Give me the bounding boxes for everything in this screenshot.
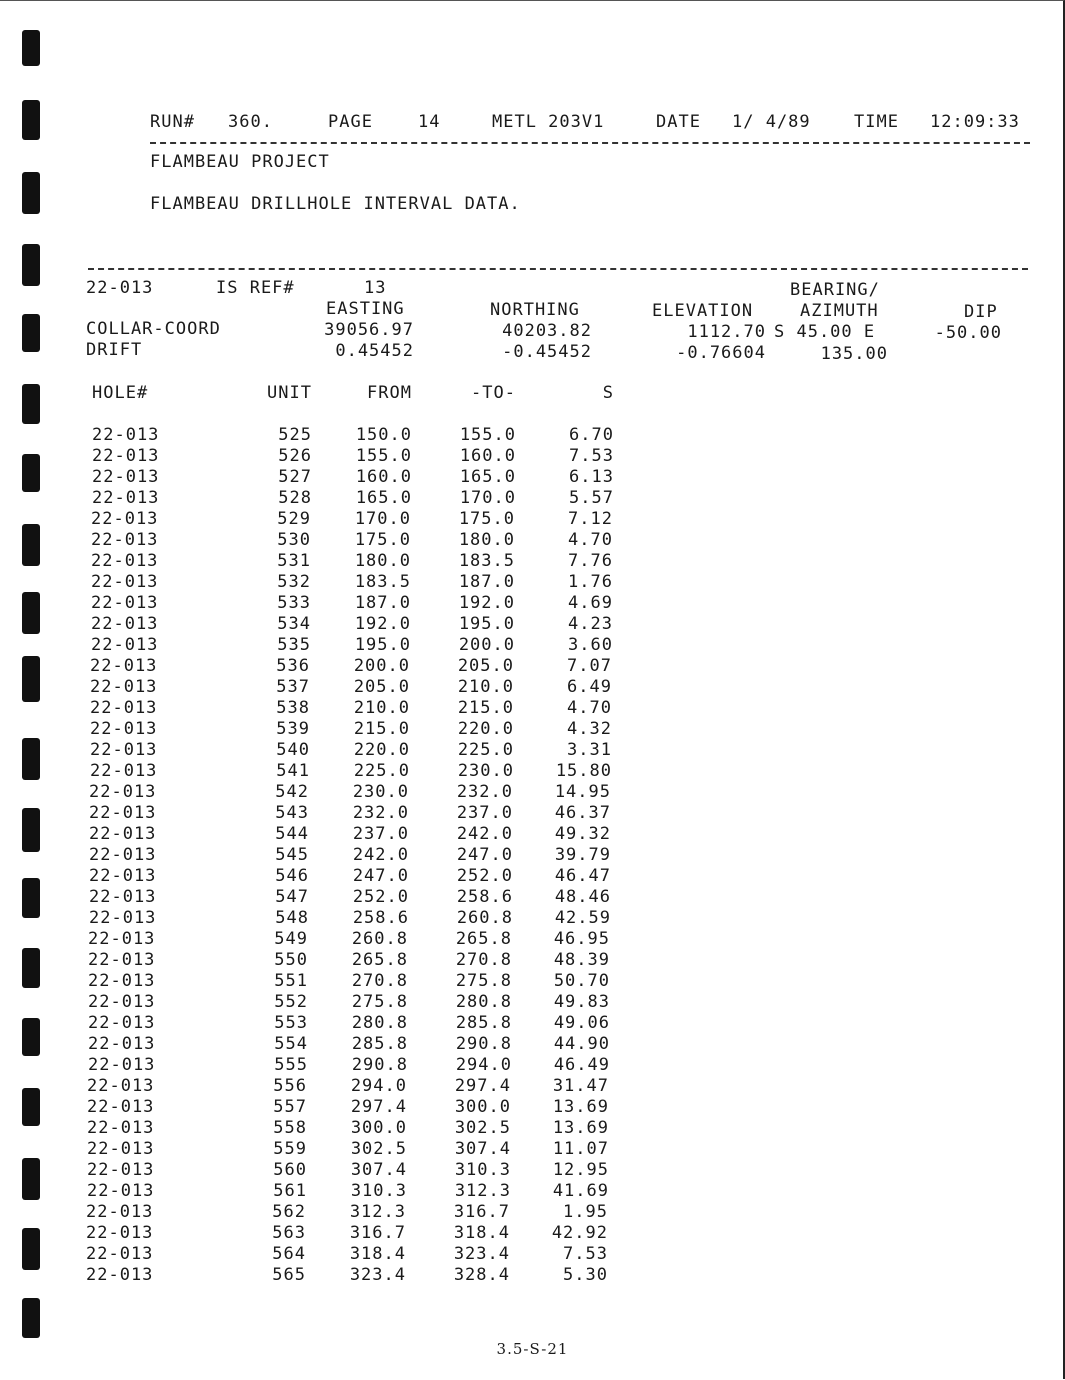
cell-to: 307.4 [454, 1139, 511, 1159]
table-header-row [0, 383, 700, 404]
cell-to: 280.8 [455, 992, 512, 1012]
cell-s: 1.95 [563, 1202, 608, 1222]
cell-from: 150.0 [355, 425, 412, 445]
cell-from: 242.0 [352, 845, 409, 865]
cell-hole: 22-013 [89, 782, 157, 802]
cell-from: 302.5 [350, 1139, 407, 1159]
cell-hole: 22-013 [92, 467, 160, 487]
cell-unit: 531 [277, 551, 311, 571]
table-row [0, 551, 699, 572]
cell-from: 180.0 [354, 551, 411, 571]
cell-to: 290.8 [455, 1034, 512, 1054]
cell-from: 312.3 [349, 1202, 406, 1222]
table-row [0, 782, 697, 803]
cell-hole: 22-013 [90, 740, 158, 760]
table-row [0, 1013, 696, 1034]
drift-label: DRIFT [86, 340, 143, 360]
date-label: DATE [656, 112, 701, 132]
binder-hole [22, 244, 40, 286]
cell-to: 165.0 [459, 467, 516, 487]
cell-to: 297.4 [454, 1076, 511, 1096]
cell-from: 210.0 [353, 698, 410, 718]
cell-to: 175.0 [458, 509, 515, 529]
cell-s: 7.53 [569, 446, 614, 466]
table-row [0, 992, 696, 1013]
drift-bearing: 135.00 [820, 344, 888, 364]
cell-s: 41.69 [552, 1181, 609, 1201]
cell-hole: 22-013 [91, 530, 159, 550]
cell-unit: 547 [275, 887, 309, 907]
cell-unit: 558 [273, 1118, 307, 1138]
cell-hole: 22-013 [88, 992, 156, 1012]
cell-unit: 538 [276, 698, 310, 718]
cell-from: 237.0 [352, 824, 409, 844]
cell-from: 323.4 [349, 1265, 406, 1285]
report-subtitle: FLAMBEAU DRILLHOLE INTERVAL DATA. [150, 194, 521, 214]
cell-from: 290.8 [351, 1055, 408, 1075]
table-row [0, 866, 697, 887]
cell-from: 318.4 [349, 1244, 406, 1264]
cell-s: 5.30 [563, 1265, 608, 1285]
cell-unit: 557 [273, 1097, 307, 1117]
table-row [0, 950, 696, 971]
cell-unit: 563 [272, 1223, 306, 1243]
drift-elevation: -0.76604 [676, 343, 766, 363]
cell-to: 160.0 [459, 446, 516, 466]
ref-value: 13 [364, 278, 387, 298]
cell-s: 49.06 [553, 1013, 610, 1033]
cell-to: 195.0 [458, 614, 515, 634]
cell-unit: 551 [274, 971, 308, 991]
table-row [0, 530, 699, 551]
cell-unit: 559 [273, 1139, 307, 1159]
cell-hole: 22-013 [88, 929, 156, 949]
cell-from: 195.0 [354, 635, 411, 655]
run-label: RUN# [150, 112, 195, 132]
cell-unit: 546 [275, 866, 309, 886]
cell-from: 300.0 [350, 1118, 407, 1138]
table-row [0, 425, 700, 446]
cell-to: 302.5 [454, 1118, 511, 1138]
table-row [0, 1265, 694, 1286]
cell-s: 6.70 [569, 425, 614, 445]
date-value: 1/ 4/89 [732, 112, 811, 132]
cell-unit: 564 [272, 1244, 306, 1264]
collar-bearing: S 45.00 E [774, 322, 876, 342]
easting-header: EASTING [326, 299, 405, 319]
cell-unit: 542 [275, 782, 309, 802]
cell-s: 5.57 [569, 488, 614, 508]
cell-from: 310.3 [350, 1181, 407, 1201]
cell-s: 4.70 [568, 530, 613, 550]
cell-to: 318.4 [453, 1223, 510, 1243]
cell-unit: 545 [275, 845, 309, 865]
drift-easting: 0.45452 [335, 341, 414, 361]
cell-to: 230.0 [457, 761, 514, 781]
cell-hole: 22-013 [88, 1055, 156, 1075]
cell-to: 220.0 [457, 719, 514, 739]
table-row [0, 908, 697, 929]
col-header-s: S [602, 383, 614, 403]
project-title: FLAMBEAU PROJECT [150, 152, 330, 172]
cell-to: 265.8 [455, 929, 512, 949]
table-row [0, 488, 700, 509]
cell-s: 46.95 [553, 929, 610, 949]
cell-from: 285.8 [351, 1034, 408, 1054]
cell-to: 316.7 [453, 1202, 510, 1222]
cell-unit: 562 [272, 1202, 306, 1222]
cell-hole: 22-013 [92, 425, 160, 445]
cell-from: 192.0 [354, 614, 411, 634]
cell-s: 4.70 [567, 698, 612, 718]
col-header-hole: HOLE# [92, 383, 149, 403]
cell-unit: 527 [278, 467, 312, 487]
cell-to: 200.0 [458, 635, 515, 655]
cell-hole: 22-013 [91, 614, 159, 634]
table-row [0, 1097, 695, 1118]
elevation-header: ELEVATION [652, 301, 754, 321]
cell-unit: 548 [275, 908, 309, 928]
table-row [0, 1034, 696, 1055]
cell-hole: 22-013 [91, 572, 159, 592]
cell-s: 31.47 [552, 1076, 609, 1096]
table-row [0, 1139, 695, 1160]
cell-s: 48.39 [553, 950, 610, 970]
cell-unit: 552 [274, 992, 308, 1012]
cell-unit: 530 [277, 530, 311, 550]
cell-s: 13.69 [552, 1118, 609, 1138]
cell-s: 7.53 [563, 1244, 608, 1264]
table-row [0, 467, 700, 488]
cell-s: 46.37 [554, 803, 611, 823]
cell-from: 275.8 [351, 992, 408, 1012]
cell-from: 232.0 [352, 803, 409, 823]
cell-unit: 555 [274, 1055, 308, 1075]
cell-hole: 22-013 [86, 1202, 154, 1222]
cell-s: 50.70 [553, 971, 610, 991]
table-row [0, 698, 698, 719]
cell-s: 42.59 [554, 908, 611, 928]
cell-hole: 22-013 [91, 593, 159, 613]
northing-header: NORTHING [490, 300, 580, 320]
cell-from: 307.4 [350, 1160, 407, 1180]
table-row [0, 971, 696, 992]
cell-hole: 22-013 [89, 845, 157, 865]
cell-to: 225.0 [457, 740, 514, 760]
table-row [0, 1181, 695, 1202]
collar-elevation: 1112.70 [687, 322, 766, 342]
cell-from: 280.8 [351, 1013, 408, 1033]
cell-hole: 22-013 [86, 1265, 154, 1285]
cell-from: 205.0 [353, 677, 410, 697]
collar-dip: -50.00 [934, 323, 1002, 343]
table-row [0, 446, 700, 467]
bearing-header-2: AZIMUTH [800, 301, 879, 321]
cell-hole: 22-013 [87, 1076, 155, 1096]
cell-s: 14.95 [554, 782, 611, 802]
table-row [0, 1244, 694, 1265]
cell-hole: 22-013 [90, 761, 158, 781]
cell-to: 170.0 [459, 488, 516, 508]
cell-from: 294.0 [350, 1076, 407, 1096]
cell-from: 265.8 [351, 950, 408, 970]
cell-s: 3.31 [567, 740, 612, 760]
program-id: METL 203V1 [492, 112, 605, 132]
cell-unit: 553 [274, 1013, 308, 1033]
cell-unit: 535 [277, 635, 311, 655]
cell-from: 165.0 [355, 488, 412, 508]
binder-hole [22, 172, 40, 214]
cell-s: 3.60 [568, 635, 613, 655]
cell-s: 13.69 [552, 1097, 609, 1117]
collar-easting: 39056.97 [324, 320, 414, 340]
cell-from: 297.4 [350, 1097, 407, 1117]
col-header-from: FROM [367, 383, 412, 403]
time-label: TIME [854, 112, 899, 132]
cell-s: 49.83 [553, 992, 610, 1012]
cell-to: 210.0 [457, 677, 514, 697]
cell-from: 183.5 [354, 572, 411, 592]
cell-hole: 22-013 [86, 1223, 154, 1243]
cell-s: 1.76 [568, 572, 613, 592]
hole-id: 22-013 [86, 278, 154, 298]
cell-to: 215.0 [457, 698, 514, 718]
table-row [0, 824, 697, 845]
page-value: 14 [418, 112, 441, 132]
cell-to: 294.0 [455, 1055, 512, 1075]
cell-from: 215.0 [353, 719, 410, 739]
cell-s: 4.69 [568, 593, 613, 613]
cell-hole: 22-013 [87, 1181, 155, 1201]
run-value: 360. [228, 112, 273, 132]
collar-label: COLLAR-COORD [86, 319, 221, 339]
table-row [0, 845, 697, 866]
table-row [0, 1076, 695, 1097]
table-row [0, 1160, 695, 1181]
cell-unit: 543 [275, 803, 309, 823]
cell-to: 155.0 [459, 425, 516, 445]
cell-from: 200.0 [353, 656, 410, 676]
page-footer: 3.5-S-21 [496, 1340, 569, 1358]
cell-hole: 22-013 [92, 488, 160, 508]
cell-s: 4.32 [567, 719, 612, 739]
cell-to: 258.6 [456, 887, 513, 907]
binder-hole [22, 314, 40, 352]
cell-to: 260.8 [456, 908, 513, 928]
cell-hole: 22-013 [90, 698, 158, 718]
cell-unit: 560 [273, 1160, 307, 1180]
cell-unit: 550 [274, 950, 308, 970]
cell-from: 260.8 [351, 929, 408, 949]
cell-to: 237.0 [456, 803, 513, 823]
table-row [0, 635, 699, 656]
table-row [0, 677, 698, 698]
cell-from: 270.8 [351, 971, 408, 991]
cell-unit: 534 [277, 614, 311, 634]
cell-hole: 22-013 [87, 1097, 155, 1117]
cell-to: 328.4 [453, 1265, 510, 1285]
table-row [0, 803, 697, 824]
cell-to: 247.0 [456, 845, 513, 865]
cell-unit: 533 [277, 593, 311, 613]
table-row [0, 761, 698, 782]
cell-from: 170.0 [354, 509, 411, 529]
cell-to: 232.0 [456, 782, 513, 802]
table-row [0, 593, 699, 614]
cell-s: 46.47 [554, 866, 611, 886]
ref-label: IS REF# [216, 278, 295, 298]
cell-to: 205.0 [457, 656, 514, 676]
cell-hole: 22-013 [89, 908, 157, 928]
cell-to: 192.0 [458, 593, 515, 613]
cell-to: 270.8 [455, 950, 512, 970]
col-header-unit: UNIT [267, 383, 312, 403]
table-row [0, 509, 699, 530]
cell-from: 316.7 [349, 1223, 406, 1243]
cell-to: 285.8 [455, 1013, 512, 1033]
cell-from: 230.0 [352, 782, 409, 802]
cell-to: 310.3 [454, 1160, 511, 1180]
cell-hole: 22-013 [91, 509, 159, 529]
cell-unit: 541 [276, 761, 310, 781]
cell-hole: 22-013 [87, 1160, 155, 1180]
cell-from: 175.0 [354, 530, 411, 550]
cell-to: 323.4 [453, 1244, 510, 1264]
cell-to: 242.0 [456, 824, 513, 844]
cell-hole: 22-013 [89, 866, 157, 886]
cell-unit: 565 [272, 1265, 306, 1285]
table-row [0, 929, 696, 950]
cell-hole: 22-013 [88, 1034, 156, 1054]
cell-s: 39.79 [554, 845, 611, 865]
page-label: PAGE [328, 112, 373, 132]
cell-unit: 556 [273, 1076, 307, 1096]
table-row [0, 1118, 695, 1139]
cell-hole: 22-013 [89, 887, 157, 907]
binder-hole [22, 1298, 40, 1338]
cell-s: 7.76 [568, 551, 613, 571]
cell-s: 11.07 [552, 1139, 609, 1159]
cell-hole: 22-013 [90, 656, 158, 676]
cell-s: 42.92 [551, 1223, 608, 1243]
table-row [0, 740, 698, 761]
bearing-header-1: BEARING/ [790, 280, 880, 300]
dip-header: DIP [964, 302, 998, 322]
cell-hole: 22-013 [88, 950, 156, 970]
cell-unit: 529 [277, 509, 311, 529]
cell-unit: 561 [273, 1181, 307, 1201]
cell-s: 44.90 [553, 1034, 610, 1054]
time-value: 12:09:33 [930, 112, 1020, 132]
cell-s: 48.46 [554, 887, 611, 907]
cell-unit: 549 [274, 929, 308, 949]
cell-hole: 22-013 [91, 635, 159, 655]
cell-unit: 537 [276, 677, 310, 697]
cell-hole: 22-013 [88, 1013, 156, 1033]
cell-to: 183.5 [458, 551, 515, 571]
cell-hole: 22-013 [86, 1244, 154, 1264]
cell-to: 275.8 [455, 971, 512, 991]
cell-unit: 540 [276, 740, 310, 760]
cell-unit: 526 [278, 446, 312, 466]
cell-s: 49.32 [554, 824, 611, 844]
cell-unit: 539 [276, 719, 310, 739]
cell-unit: 532 [277, 572, 311, 592]
cell-s: 7.12 [568, 509, 613, 529]
cell-to: 312.3 [454, 1181, 511, 1201]
cell-to: 252.0 [456, 866, 513, 886]
cell-hole: 22-013 [90, 719, 158, 739]
cell-unit: 525 [278, 425, 312, 445]
cell-hole: 22-013 [90, 677, 158, 697]
cell-s: 12.95 [552, 1160, 609, 1180]
collar-northing: 40203.82 [502, 321, 592, 341]
cell-from: 252.0 [352, 887, 409, 907]
cell-from: 258.6 [352, 908, 409, 928]
cell-s: 46.49 [553, 1055, 610, 1075]
col-header-to: -TO- [471, 383, 516, 403]
header-separator [150, 142, 1030, 144]
table-row [0, 614, 699, 635]
cell-hole: 22-013 [89, 803, 157, 823]
section-separator [88, 268, 1028, 270]
cell-hole: 22-013 [89, 824, 157, 844]
cell-unit: 544 [275, 824, 309, 844]
table-row [0, 656, 698, 677]
cell-from: 220.0 [353, 740, 410, 760]
cell-s: 7.07 [567, 656, 612, 676]
table-row [0, 1055, 696, 1076]
cell-s: 6.13 [569, 467, 614, 487]
binder-hole [22, 30, 40, 66]
cell-from: 225.0 [353, 761, 410, 781]
cell-s: 15.80 [555, 761, 612, 781]
cell-from: 187.0 [354, 593, 411, 613]
cell-hole: 22-013 [91, 551, 159, 571]
cell-from: 155.0 [355, 446, 412, 466]
table-row [0, 572, 699, 593]
cell-s: 6.49 [567, 677, 612, 697]
cell-hole: 22-013 [87, 1139, 155, 1159]
table-row [0, 1202, 694, 1223]
cell-from: 160.0 [355, 467, 412, 487]
cell-to: 187.0 [458, 572, 515, 592]
cell-unit: 554 [274, 1034, 308, 1054]
cell-hole: 22-013 [87, 1118, 155, 1138]
cell-to: 300.0 [454, 1097, 511, 1117]
cell-from: 247.0 [352, 866, 409, 886]
cell-to: 180.0 [458, 530, 515, 550]
binder-hole [22, 100, 40, 140]
table-row [0, 719, 698, 740]
cell-hole: 22-013 [92, 446, 160, 466]
table-row [0, 1223, 694, 1244]
table-row [0, 887, 697, 908]
cell-unit: 536 [276, 656, 310, 676]
cell-unit: 528 [278, 488, 312, 508]
drift-northing: -0.45452 [502, 342, 592, 362]
cell-hole: 22-013 [88, 971, 156, 991]
cell-s: 4.23 [568, 614, 613, 634]
